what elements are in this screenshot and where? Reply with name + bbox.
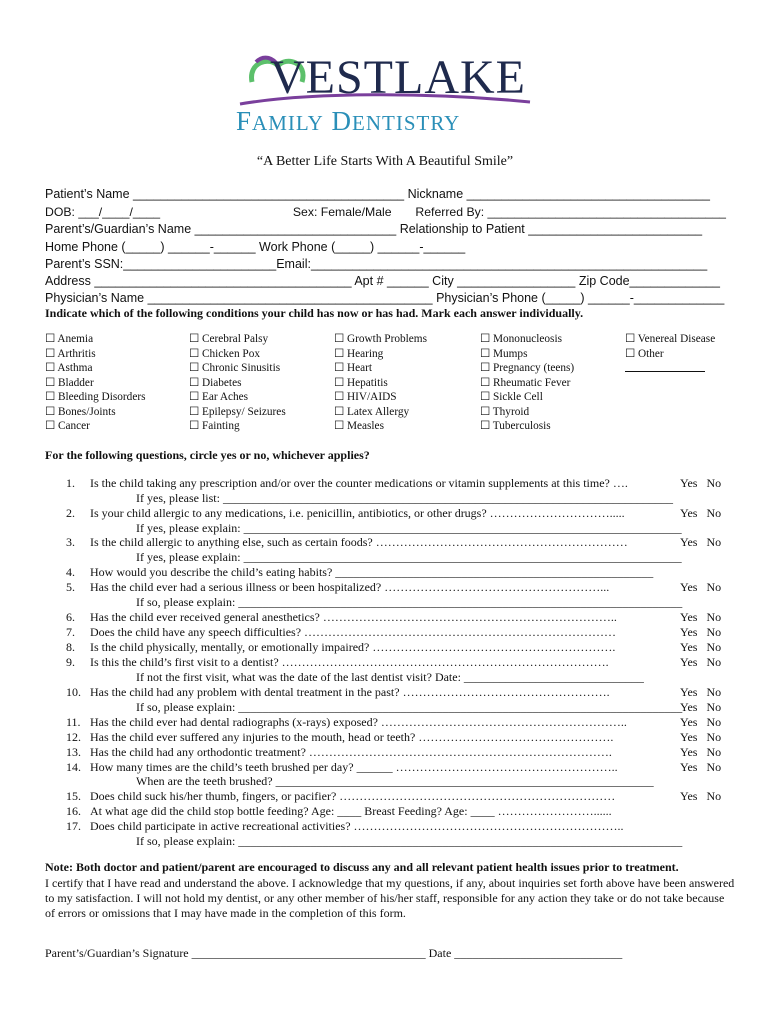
condition-checkbox[interactable]: ☐ Tuberculosis [480,420,551,432]
yes-no-choice[interactable]: Yes No [680,789,722,803]
logo-subtitle: FAMILY DENTISTRY [236,106,461,136]
question-text: Has the child ever received general anesthetics? ……………………………………………………………….. [90,610,617,624]
condition-checkbox[interactable]: ☐ Hearing [334,347,384,360]
answer-line[interactable]: If yes, please list: ___________________________________________________________________________ [136,491,673,505]
guardian-name-field[interactable]: Parent’s/Guardian’s Name _____________________________ Relationship to Patient _________________________ [45,222,703,236]
condition-checkbox[interactable]: ☐ Chronic Sinusitis [189,362,281,374]
question-text: Does child suck his/her thumb, fingers, or pacifier? …………………………………………………………… [90,789,616,803]
condition-checkbox[interactable]: ☐ Latex Allergy [334,405,410,418]
patient-name-field[interactable]: Patient’s Name _______________________________________ Nickname ___________________________________ [45,187,710,201]
question-number: 7. [66,625,75,639]
condition-checkbox[interactable]: ☐ Rheumatic Fever [480,376,571,389]
question-number: 17. [66,819,81,833]
question-text[interactable]: How would you describe the child’s eating habits? _____________________________________________________ [90,565,654,579]
condition-checkbox[interactable]: ☐ Chicken Pox [189,347,261,360]
condition-checkbox[interactable]: ☐ Fainting [189,420,240,432]
condition-checkbox[interactable]: ☐ Thyroid [480,405,530,418]
conditions-column-5 [625,332,715,376]
practice-logo [230,52,540,142]
question-number: 8. [66,640,75,654]
condition-checkbox[interactable]: ☐ Diabetes [189,376,242,389]
conditions-column-4 [480,332,574,434]
yes-no-choice[interactable]: Yes No [680,745,722,759]
answer-line[interactable]: If not the first visit, what was the date of the last dentist visit? Date: ______________________________ [136,670,644,684]
answer-line[interactable]: When are the teeth brushed? _______________________________________________________________ [136,774,654,788]
condition-checkbox[interactable]: ☐ Measles [334,420,384,432]
answer-line[interactable]: If so, please explain: __________________________________________________________________________ [136,700,683,714]
yes-no-choice[interactable]: Yes No [680,625,722,639]
question-number: 1. [66,476,75,490]
question-text: Does the child have any speech difficulties? …………………………………………………………………… [90,625,617,639]
dob-sex-referral-field[interactable]: DOB: ___/____/____ Sex: Female/Male Referred By: ___________________________________ [45,205,726,219]
address-field[interactable]: Address _____________________________________ Apt # ______ City _________________ Zip Code_____________ [45,274,720,288]
answer-line[interactable]: If so, please explain: __________________________________________________________________________ [136,595,683,609]
question-text: Has the child ever suffered any injuries to the mouth, head or teeth? …………………………………………. [90,730,614,744]
condition-checkbox[interactable]: ☐ Heart [334,362,373,374]
question-text: Has the child had any problem with dental treatment in the past? ……………………………………………. [90,685,610,699]
phone-field[interactable]: Home Phone (_____) ______-______ Work Phone (_____) ______-______ [45,240,466,254]
condition-checkbox[interactable]: ☐ Bleeding Disorders [45,391,146,403]
question-text[interactable]: At what age did the child stop bottle feeding? Age: ____ Breast Feeding? Age: ____ ……………………...... [90,804,612,818]
conditions-column-3 [334,332,427,434]
conditions-instruction: Indicate which of the following conditions your child has now or has had. Mark each answer individually. [45,306,584,320]
condition-checkbox[interactable]: ☐ Epilepsy/ Seizures [189,405,286,418]
yes-no-choice[interactable]: Yes No [680,535,722,549]
question-text: Is the child taking any prescription and/or over the counter medications or vitamin supplements at this time? …. [90,476,628,490]
answer-line[interactable]: If yes, please explain: _________________________________________________________________________ [136,521,682,535]
question-text: Is this the child’s first visit to a dentist? ………………………………………………………………………. [90,655,609,669]
question-number: 6. [66,610,75,624]
yes-no-choice[interactable]: Yes No [680,700,722,714]
question-number: 11. [66,715,81,729]
condition-checkbox[interactable]: ☐ Hepatitis [334,376,388,389]
answer-line[interactable]: If yes, please explain: _________________________________________________________________________ [136,550,682,564]
condition-checkbox[interactable]: ☐ Sickle Cell [480,391,543,403]
yes-no-choice[interactable]: Yes No [680,685,722,699]
condition-checkbox[interactable]: ☐ Venereal Disease [625,333,716,345]
question-number: 5. [66,580,75,594]
yes-no-choice[interactable]: Yes No [680,655,722,669]
question-number: 2. [66,506,75,520]
answer-line[interactable]: If so, please explain: __________________________________________________________________________ [136,834,683,848]
question-number: 10. [66,685,81,699]
question-number: 4. [66,565,75,579]
yes-no-instruction: For the following questions, circle yes or no, whichever applies? [45,448,370,462]
question-text: How many times are the child’s teeth brushed per day? ______ ……………………………………………….. [90,760,618,774]
yes-no-choice[interactable]: Yes No [680,580,722,594]
signature-line[interactable]: Parent’s/Guardian’s Signature _______________________________________ Date ____________________________ [45,946,623,960]
certification-text: I certify that I have read and understand the above. I acknowledge that my questions, if any, about inquiries set forth above have been answered to my satisfaction. I will not hold my dentist, or any other member of his/her staff, responsible for any action they take or do not take because of errors or omissions that I may have made in the completion of this form. [45,876,735,920]
conditions-column-2 [189,332,286,434]
condition-checkbox[interactable]: ☐ Anemia [45,333,94,345]
condition-checkbox[interactable]: ☐ Mononucleosis [480,333,562,345]
yes-no-choice[interactable]: Yes No [680,715,722,729]
logo-title: VESTLAKE [270,51,526,104]
yes-no-choice[interactable]: Yes No [680,506,722,520]
question-text: Is your child allergic to any medications, i.e. penicillin, antibiotics, or other drugs? …………………………..... [90,506,625,520]
ssn-email-field[interactable]: Parent’s SSN:______________________Email:_________________________________________________________ [45,257,708,271]
condition-checkbox[interactable]: ☐ Other [625,347,664,360]
condition-checkbox[interactable]: ☐ Arthritis [45,347,96,360]
condition-checkbox[interactable]: ☐ Growth Problems [334,333,427,345]
question-number: 3. [66,535,75,549]
condition-checkbox[interactable]: ☐ HIV/AIDS [334,391,397,403]
question-text: Is the child physically, mentally, or emotionally impaired? ……………………………………………………. [90,640,616,654]
question-number: 14. [66,760,81,774]
tagline: “A Better Life Starts With A Beautiful Smile” [256,154,514,169]
yes-no-choice[interactable]: Yes No [680,610,722,624]
question-number: 12. [66,730,81,744]
physician-field[interactable]: Physician’s Name _________________________________________ Physician’s Phone (_____) ______-_____________ [45,291,725,305]
yes-no-choice[interactable]: Yes No [680,730,722,744]
condition-checkbox[interactable]: ☐ Bladder [45,376,94,389]
condition-checkbox[interactable]: ☐ Ear Aches [189,391,249,403]
question-text: Does child participate in active recreational activities? ………………………………………………………….. [90,819,624,833]
conditions-column-1 [45,332,146,434]
condition-checkbox[interactable]: ☐ Bones/Joints [45,405,116,418]
condition-checkbox[interactable]: ☐ Cancer [45,420,90,432]
condition-checkbox[interactable]: ☐ Asthma [45,362,93,374]
other-condition-field[interactable] [625,361,715,376]
question-text: Has the child ever had dental radiographs (x-rays) exposed? …………………………………………………….. [90,715,627,729]
discussion-note: Note: Both doctor and patient/parent are encouraged to discuss any and all relevant patient health issues prior to treatment. [45,860,679,874]
question-number: 9. [66,655,75,669]
condition-checkbox[interactable]: ☐ Cerebral Palsy [189,333,269,345]
condition-checkbox[interactable]: ☐ Mumps [480,347,528,360]
question-number: 16. [66,804,81,818]
yes-no-choice[interactable]: Yes No [680,760,722,774]
question-number: 15. [66,789,81,803]
yes-no-choice[interactable]: Yes No [680,476,722,490]
question-text: Is the child allergic to anything else, such as certain foods? ……………………………………………………… [90,535,628,549]
question-text: Has the child ever had a serious illness or been hospitalized? ………………………………………………... [90,580,610,594]
condition-checkbox[interactable]: ☐ Pregnancy (teens) [480,362,575,374]
question-number: 13. [66,745,81,759]
yes-no-choice[interactable]: Yes No [680,640,722,654]
question-text: Has the child had any orthodontic treatment? …………………………………………………………………. [90,745,612,759]
